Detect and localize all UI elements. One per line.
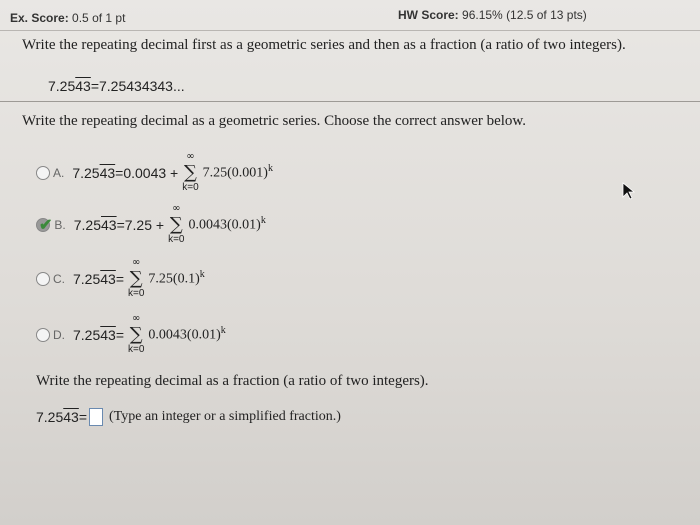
question-prompt: Write the repeating decimal as a geometric series. Choose the correct answer below.: [22, 113, 527, 129]
instructions: Write the repeating decimal first as a geometric series and then as a fraction (a ratio of two integers).: [22, 37, 626, 53]
checkmark-icon: ✔: [39, 216, 53, 234]
sigma-icon: ∞ ∑ k=0: [128, 257, 145, 299]
divider: [0, 101, 700, 102]
option-d[interactable]: D. 7.2543 = ∞ ∑ k=0 $0.0043(0.01)^k$: [36, 314, 226, 355]
ex-score: Ex. Score: 0.5 of 1 pt: [10, 11, 126, 25]
radio-c[interactable]: [36, 272, 50, 286]
answer-row: 7.2543 = (Type an integer or a simplified fraction.): [36, 409, 341, 425]
hw-score: HW Score: 96.15% (12.5 of 13 pts): [398, 8, 587, 22]
option-c[interactable]: C. 7.2543 = ∞ ∑ k=0 $7.25(0.1)^k$: [36, 258, 205, 299]
option-a[interactable]: A. 7.2543 =0.0043 + ∞ ∑ k=0 $7.25(0.001)^k$: [36, 152, 273, 193]
answer-input[interactable]: [89, 408, 103, 426]
score-bar: [0, 0, 700, 31]
answer-hint: (Type an integer or a simplified fraction.): [109, 409, 341, 424]
problem-statement: 7.2543=7.25434343...: [48, 78, 185, 94]
sigma-icon: ∞ ∑ k=0: [182, 151, 199, 193]
mouse-cursor-icon: [622, 182, 636, 200]
option-b[interactable]: ✔ B. 7.2543 =7.25 + ∞ ∑ k=0 $0.0043(0.01)^k$: [36, 204, 266, 245]
radio-a[interactable]: [36, 166, 50, 180]
sigma-icon: ∞ ∑ k=0: [128, 313, 145, 355]
fraction-prompt: Write the repeating decimal as a fraction (a ratio of two integers).: [36, 373, 429, 389]
sigma-icon: ∞ ∑ k=0: [168, 203, 185, 245]
radio-d[interactable]: [36, 328, 50, 342]
